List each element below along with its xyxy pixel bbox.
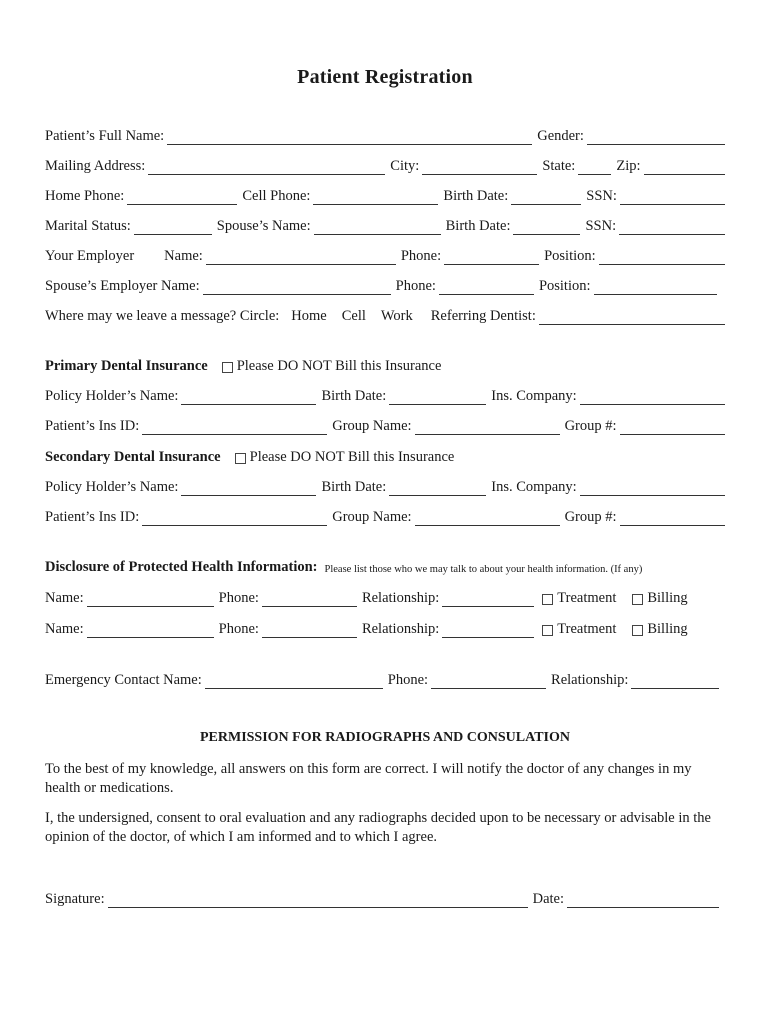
disclosure-header	[45, 556, 725, 576]
spouse-ssn-label: SSN:	[585, 218, 617, 234]
secondary-policy-holder-label: Policy Holder’s Name:	[45, 479, 179, 495]
referring-dentist-label: Referring Dentist:	[430, 308, 536, 324]
disclosure-relationship-label: Relationship:	[361, 621, 440, 637]
emergency-name-field[interactable]	[205, 674, 383, 689]
spouse-ssn-field[interactable]	[619, 220, 725, 235]
row-phones	[45, 185, 725, 205]
home-phone-label: Home Phone:	[45, 188, 125, 204]
emergency-contact-row	[45, 669, 725, 689]
disclosure-name-field[interactable]	[87, 623, 214, 638]
page-title: Patient Registration	[297, 66, 473, 88]
primary-ins-id-label: Patient’s Ins ID:	[45, 418, 140, 434]
disclosure-row-1	[45, 587, 725, 607]
emergency-phone-field[interactable]	[431, 674, 546, 689]
secondary-ins-company-label: Ins. Company:	[491, 479, 577, 495]
employer-name-label: Name:	[164, 248, 203, 264]
signature-row	[45, 888, 725, 908]
secondary-birth-date-label: Birth Date:	[321, 479, 387, 495]
primary-no-bill-checkbox[interactable]	[222, 362, 233, 373]
gender-field[interactable]	[587, 130, 725, 145]
secondary-birth-date-field[interactable]	[389, 481, 486, 496]
disclosure-relationship-field[interactable]	[442, 623, 534, 638]
your-employer-label: Your Employer	[45, 248, 135, 264]
emergency-relationship-label: Relationship:	[551, 672, 629, 688]
message-option-home[interactable]: Home	[291, 308, 327, 324]
disclosure-phone-field[interactable]	[262, 623, 357, 638]
disclosure-relationship-label: Relationship:	[361, 590, 440, 606]
row-message	[45, 305, 725, 325]
primary-group-name-field[interactable]	[415, 420, 560, 435]
treatment-label: Treatment	[557, 590, 617, 606]
signature-label: Signature:	[45, 891, 105, 907]
state-field[interactable]	[578, 160, 611, 175]
disclosure-row-2	[45, 618, 725, 638]
primary-id-row	[45, 415, 725, 435]
emergency-name-label: Emergency Contact Name:	[45, 672, 202, 688]
secondary-ins-id-field[interactable]	[142, 511, 327, 526]
primary-group-number-field[interactable]	[620, 420, 725, 435]
mailing-address-field[interactable]	[148, 160, 385, 175]
primary-group-name-label: Group Name:	[332, 418, 412, 434]
disclosure-phone-label: Phone:	[218, 621, 259, 637]
primary-no-bill-label: Please DO NOT Bill this Insurance	[236, 358, 442, 374]
permission-paragraph-1: To the best of my knowledge, all answers on this form are correct. I will notify the doctor of any changes in my health or medications.	[45, 761, 692, 796]
secondary-ins-company-field[interactable]	[580, 481, 725, 496]
city-field[interactable]	[422, 160, 537, 175]
full-name-label: Patient’s Full Name:	[45, 128, 165, 144]
primary-policy-holder-field[interactable]	[181, 390, 316, 405]
secondary-id-row	[45, 506, 725, 526]
disclosure-name-label: Name:	[45, 621, 84, 637]
employer-name-field[interactable]	[206, 250, 396, 265]
billing-label: Billing	[647, 621, 688, 637]
primary-group-number-label: Group #:	[564, 418, 617, 434]
primary-ins-company-label: Ins. Company:	[491, 388, 577, 404]
birth-date-label: Birth Date:	[443, 188, 509, 204]
spouse-employer-field[interactable]	[203, 280, 391, 295]
billing-checkbox[interactable]	[632, 594, 643, 605]
permission-title: PERMISSION FOR RADIOGRAPHS AND CONSULATION	[199, 730, 570, 745]
date-label: Date:	[532, 891, 565, 907]
disclosure-name-label: Name:	[45, 590, 84, 606]
message-option-cell[interactable]: Cell	[341, 308, 366, 324]
primary-insurance-header	[45, 355, 725, 375]
spouse-birth-date-field[interactable]	[513, 220, 580, 235]
ssn-label: SSN:	[586, 188, 617, 204]
home-phone-field[interactable]	[127, 190, 237, 205]
disclosure-heading: Disclosure of Protected Health Information:	[45, 559, 318, 575]
row-patient-name	[45, 125, 725, 145]
primary-birth-date-field[interactable]	[389, 390, 486, 405]
disclosure-name-field[interactable]	[87, 592, 214, 607]
city-label: City:	[390, 158, 420, 174]
full-name-field[interactable]	[167, 130, 532, 145]
spouse-birth-date-label: Birth Date:	[445, 218, 511, 234]
zip-field[interactable]	[644, 160, 725, 175]
secondary-ins-id-label: Patient’s Ins ID:	[45, 509, 140, 525]
employer-phone-field[interactable]	[444, 250, 539, 265]
employer-position-label: Position:	[544, 248, 596, 264]
row-marital	[45, 215, 725, 235]
spouse-employer-phone-label: Phone:	[395, 278, 436, 294]
spouse-employer-phone-field[interactable]	[439, 280, 534, 295]
spouse-name-field[interactable]	[314, 220, 441, 235]
emergency-phone-label: Phone:	[387, 672, 429, 688]
disclosure-phone-field[interactable]	[262, 592, 357, 607]
mailing-address-label: Mailing Address:	[45, 158, 146, 174]
referring-dentist-field[interactable]	[539, 310, 725, 325]
ssn-field[interactable]	[620, 190, 725, 205]
cell-phone-label: Cell Phone:	[242, 188, 311, 204]
secondary-group-name-field[interactable]	[415, 511, 560, 526]
marital-status-field[interactable]	[134, 220, 212, 235]
secondary-group-number-label: Group #:	[564, 509, 617, 525]
cell-phone-field[interactable]	[313, 190, 438, 205]
birth-date-field[interactable]	[511, 190, 581, 205]
secondary-insurance-header	[45, 446, 725, 466]
primary-birth-date-label: Birth Date:	[321, 388, 387, 404]
disclosure-note: Please list those who we may talk to about your health information. (If any)	[324, 564, 643, 575]
signature-field[interactable]	[108, 893, 528, 908]
message-option-work[interactable]: Work	[380, 308, 413, 324]
date-field[interactable]	[567, 893, 719, 908]
treatment-label: Treatment	[557, 621, 617, 637]
primary-ins-company-field[interactable]	[580, 390, 725, 405]
employer-position-field[interactable]	[599, 250, 725, 265]
employer-phone-label: Phone:	[400, 248, 442, 264]
primary-insurance-heading: Primary Dental Insurance	[45, 358, 208, 374]
spouse-employer-label: Spouse’s Employer Name:	[45, 278, 200, 294]
primary-ins-id-field[interactable]	[142, 420, 327, 435]
marital-status-label: Marital Status:	[45, 218, 131, 234]
message-label: Where may we leave a message? Circle:	[45, 308, 280, 324]
disclosure-phone-label: Phone:	[218, 590, 259, 606]
secondary-policy-holder-field[interactable]	[181, 481, 316, 496]
secondary-insurance-heading: Secondary Dental Insurance	[45, 449, 221, 465]
billing-label: Billing	[647, 590, 688, 606]
state-label: State:	[542, 158, 576, 174]
treatment-checkbox[interactable]	[542, 625, 553, 636]
spouse-name-label: Spouse’s Name:	[216, 218, 311, 234]
row-spouse-employer	[45, 275, 725, 295]
secondary-no-bill-checkbox[interactable]	[235, 453, 246, 464]
row-mailing	[45, 155, 725, 175]
billing-checkbox[interactable]	[632, 625, 643, 636]
gender-label: Gender:	[537, 128, 584, 144]
disclosure-relationship-field[interactable]	[442, 592, 534, 607]
zip-label: Zip:	[616, 158, 641, 174]
permission-paragraph-2: I, the undersigned, consent to oral evaluation and any radiographs decided upon to be necessary or advisable in the opinion of the doctor, of which I am informed and to which I agree.	[45, 810, 711, 845]
row-employer	[45, 245, 725, 265]
spouse-employer-position-field[interactable]	[594, 280, 717, 295]
spouse-employer-position-label: Position:	[538, 278, 591, 294]
emergency-relationship-field[interactable]	[631, 674, 719, 689]
primary-policy-holder-label: Policy Holder’s Name:	[45, 388, 179, 404]
secondary-policy-row	[45, 476, 725, 496]
secondary-group-name-label: Group Name:	[332, 509, 412, 525]
secondary-no-bill-label: Please DO NOT Bill this Insurance	[249, 449, 455, 465]
treatment-checkbox[interactable]	[542, 594, 553, 605]
secondary-group-number-field[interactable]	[620, 511, 725, 526]
primary-policy-row	[45, 385, 725, 405]
